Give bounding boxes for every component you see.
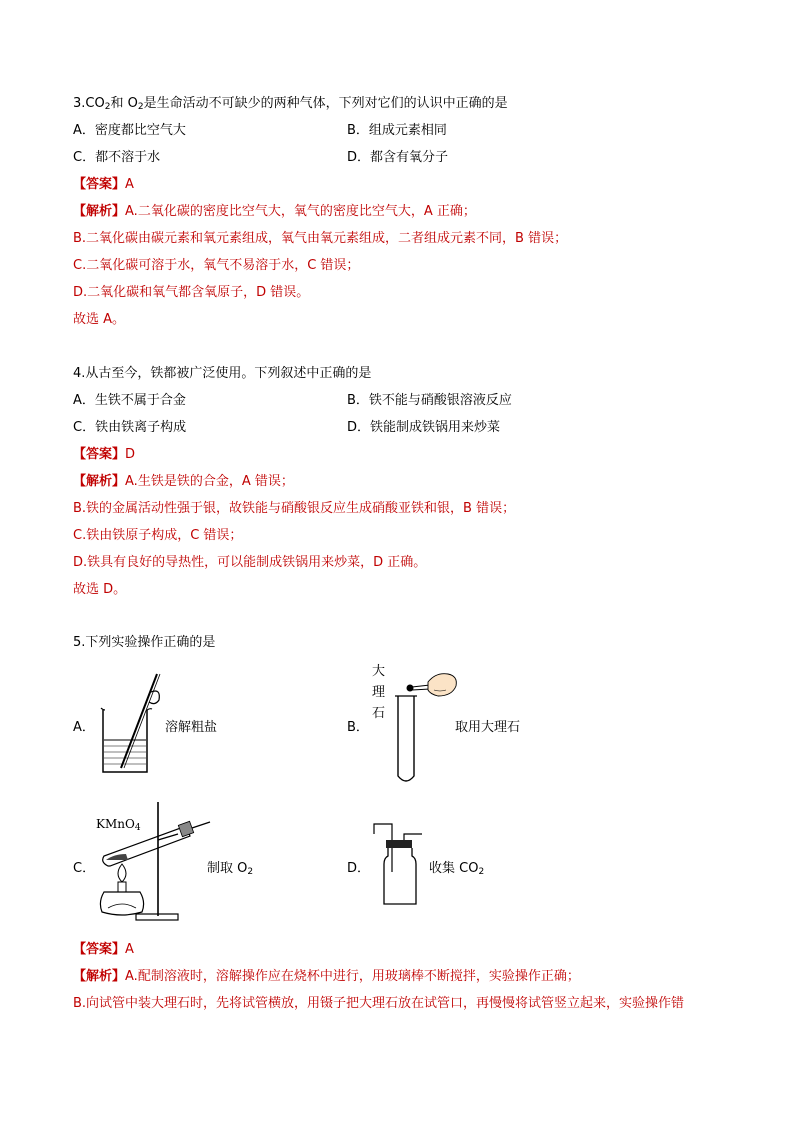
q5-option-a-letter: A． bbox=[73, 720, 95, 735]
q3-conclusion: 故选 A。 bbox=[73, 312, 126, 327]
q3-option-a: A．密度都比空气大 bbox=[73, 123, 186, 138]
kmno4-label: KMnO$_4$ bbox=[96, 817, 141, 833]
q4-conclusion: 故选 D。 bbox=[73, 582, 127, 597]
q5-option-b-caption: 取用大理石 bbox=[455, 720, 521, 735]
q5-option-a-caption: 溶解粗盐 bbox=[165, 720, 218, 735]
test-tube-marble-figure bbox=[390, 668, 460, 790]
q4-analysis-line-1: 【解析】A.生铁是铁的合金，A 错误； bbox=[73, 474, 294, 489]
beaker-stirring-figure bbox=[95, 668, 165, 780]
q4-option-a: A．生铁不属于合金 bbox=[73, 393, 186, 408]
q3-stem: $3.CO_2$和 $O_2$是生命活动不可缺少的两种气体，下列对它们的认识中正确的是 bbox=[73, 96, 508, 112]
q4-option-d: D．铁能制成铁锅用来炒菜 bbox=[347, 420, 501, 435]
q5-stem: 5.下列实验操作正确的是 bbox=[73, 635, 216, 650]
gas-collection-bottle-figure bbox=[370, 820, 430, 908]
q3-option-c: C．都不溶于水 bbox=[73, 150, 161, 165]
q5-option-c-letter: C． bbox=[73, 861, 96, 876]
q4-analysis-line-4: D.铁具有良好的导热性，可以能制成铁锅用来炒菜，D 正确。 bbox=[73, 555, 427, 570]
q3-analysis-line-2: B.二氧化碳由碳元素和氧元素组成，氧气由氧元素组成，二者组成元素不同，B 错误； bbox=[73, 231, 568, 246]
q3-analysis-line-3: C.二氧化碳可溶于水，氧气不易溶于水，C 错误； bbox=[73, 258, 360, 273]
q5-analysis-line-2: B.向试管中装大理石时，先将试管横放，用镊子把大理石放在试管口，再慢慢将试管竖立起来，实验操作错 bbox=[73, 996, 685, 1011]
q5-option-d-letter: D． bbox=[347, 861, 371, 876]
q5-option-c-caption: 制取 $O_2$ bbox=[207, 861, 254, 877]
q4-analysis-line-3: C.铁由铁原子构成，C 错误； bbox=[73, 528, 243, 543]
q5-option-d-caption: 收集 $CO_2$ bbox=[429, 861, 485, 877]
q5-answer: 【答案】A bbox=[73, 942, 134, 957]
q4-answer: 【答案】D bbox=[73, 447, 136, 462]
q3-option-b: B．组成元素相同 bbox=[347, 123, 447, 138]
marble-label: 大 理 石 bbox=[372, 664, 386, 721]
q3-analysis-line-1: 【解析】A.二氧化碳的密度比空气大，氧气的密度比空气大，A 正确； bbox=[73, 204, 476, 219]
q5-analysis-line-1: 【解析】A.配制溶液时，溶解操作应在烧杯中进行，用玻璃棒不断搅拌，实验操作正确； bbox=[73, 969, 580, 984]
q4-option-b: B．铁不能与硝酸银溶液反应 bbox=[347, 393, 512, 408]
q3-answer: 【答案】A bbox=[73, 177, 134, 192]
q4-analysis-line-2: B.铁的金属活动性强于银，故铁能与硝酸银反应生成硝酸亚铁和银，B 错误； bbox=[73, 501, 516, 516]
q5-option-b-letter: B． bbox=[347, 720, 369, 735]
q3-analysis-line-4: D.二氧化碳和氧气都含氧原子，D 错误。 bbox=[73, 285, 310, 300]
kmno4-heating-apparatus-figure bbox=[92, 796, 212, 924]
q4-option-c: C．铁由铁离子构成 bbox=[73, 420, 187, 435]
q3-option-d: D．都含有氧分子 bbox=[347, 150, 449, 165]
q4-stem: 4.从古至今，铁都被广泛使用。下列叙述中正确的是 bbox=[73, 366, 372, 381]
